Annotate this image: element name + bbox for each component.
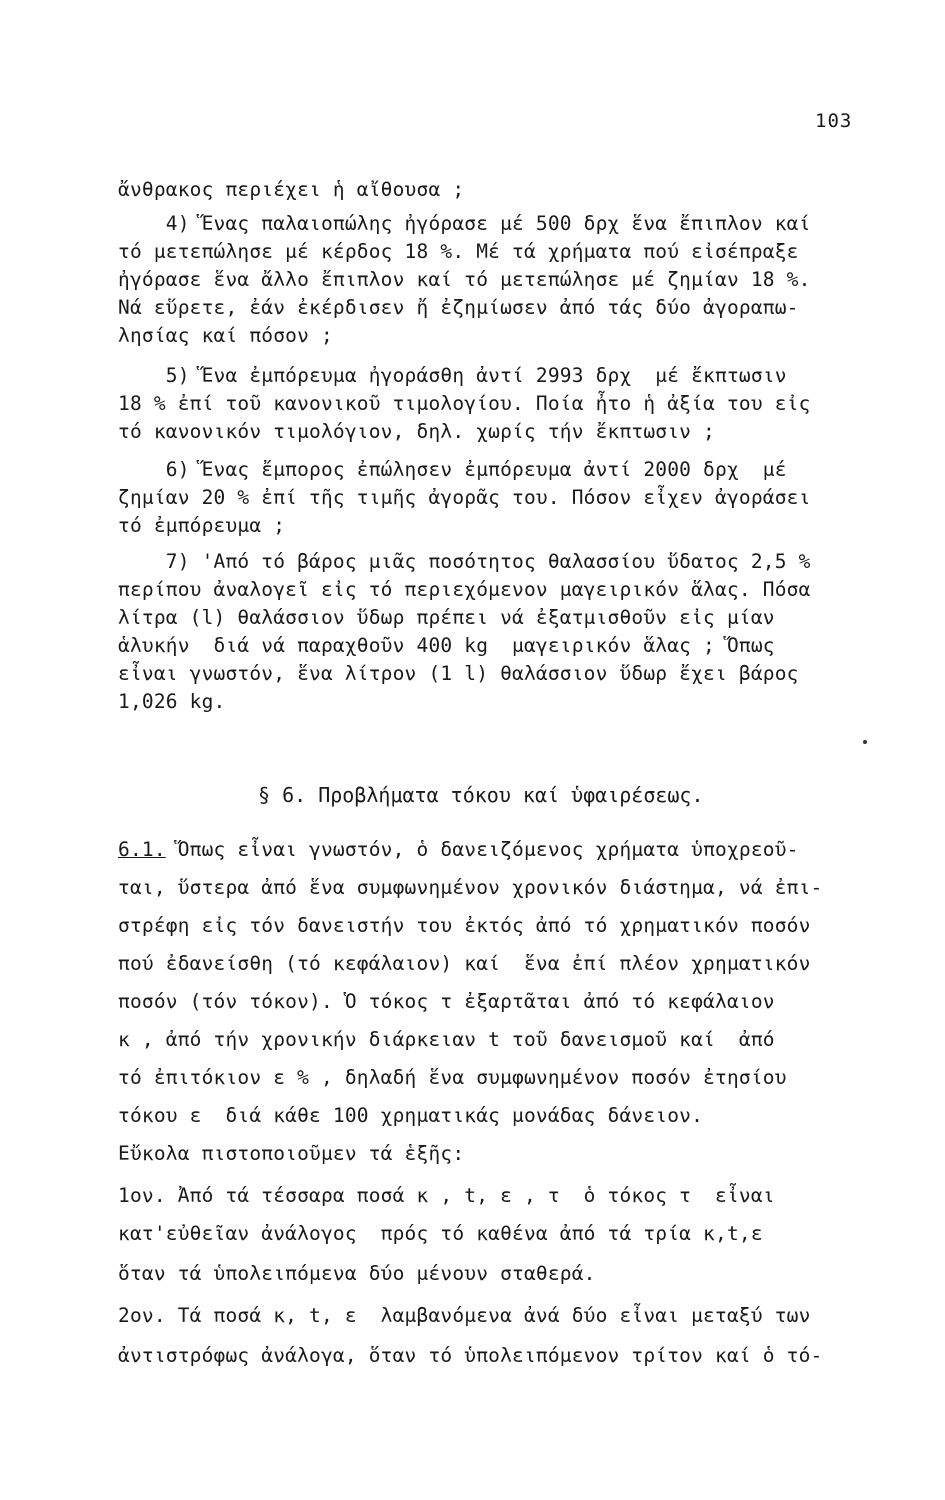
- problem-7-line: λίτρα (l) θαλάσσιον ὕδωρ πρέπει νά ἐξατμισθοῦν εἰς μίαν: [118, 606, 775, 629]
- section-first-line-text: Ὅπως εἶναι γνωστόν, ὁ δανειζόμενος χρήματα ὑποχρεοῦ-: [165, 838, 799, 861]
- section-line: ἀντιστρόφως ἀνάλογα, ὅταν τό ὑπολειπόμενον τρίτον καί ὁ τό-: [118, 1344, 823, 1367]
- problem-4-line: Νά εὕρετε, ἐάν ἐκέρδισεν ἤ ἐζημίωσεν ἀπό τάς δύο ἀγοραπω-: [118, 296, 799, 319]
- intro-line: ἄνθρακος περιέχει ἡ αἴθουσα ;: [118, 178, 465, 201]
- ink-speck: [863, 740, 867, 744]
- problem-4-line: 4) Ἕνας παλαιοπώλης ἠγόρασε μέ 500 δρχ ἕνα ἔπιπλον καί: [118, 212, 811, 235]
- problem-4-line: λησίας καί πόσον ;: [118, 324, 333, 347]
- section-line: κατ'εὐθεῖαν ἀνάλογος πρός τό καθένα ἀπό τά τρία κ,t,ε: [118, 1222, 763, 1245]
- problem-6-line: τό ἐμπόρευμα ;: [118, 514, 286, 537]
- section-line: ποσόν (τόν τόκον). Ὁ τόκος τ ἐξαρτᾶται ἀπό τό κεφάλαιον: [118, 990, 775, 1013]
- section-line: ται, ὕστερα ἀπό ἕνα συμφωνημένον χρονικόν διάστημα, νά ἐπι-: [118, 876, 823, 899]
- section-heading: § 6. Προβλήματα τόκου καί ὑφαιρέσεως.: [258, 783, 704, 807]
- section-line: κ , ἀπό τήν χρονικήν διάρκειαν t τοῦ δανεισμοῦ καί ἀπό: [118, 1028, 775, 1051]
- problem-7-line: 7) 'Από τό βάρος μιᾶς ποσότητος θαλασσίου ὕδατος 2,5 %: [118, 550, 811, 573]
- section-first-line: [118, 838, 799, 861]
- problem-7-line: περίπου ἀναλογεῖ εἰς τό περιεχόμενον μαγειρικόν ἅλας. Πόσα: [118, 578, 811, 601]
- section-line: Εὔκολα πιστοποιοῦμεν τά ἑξῆς:: [118, 1142, 465, 1165]
- problem-6-line: 6) Ἕνας ἔμπορος ἐπώλησεν ἐμπόρευμα ἀντί 2000 δρχ μέ: [118, 458, 787, 481]
- page-number: 103: [815, 110, 853, 132]
- section-label: 6.1.: [118, 838, 166, 861]
- section-line: τόκου ε διά κάθε 100 χρηματικάς μονάδας δάνειον.: [118, 1104, 704, 1127]
- problem-4-line: ἠγόρασε ἕνα ἄλλο ἔπιπλον καί τό μετεπώλησε μέ ζημίαν 18 %.: [118, 268, 811, 291]
- section-line: τό ἐπιτόκιον ε % , δηλαδή ἕνα συμφωνημένον ποσόν ἐτησίου: [118, 1066, 787, 1089]
- problem-5-line: 5) Ἕνα ἐμπόρευμα ἠγοράσθη ἀντί 2993 δρχ μέ ἔκπτωσιν: [118, 364, 787, 387]
- section-line: στρέφη εἰς τόν δανειστήν του ἐκτός ἀπό τό χρηματικόν ποσόν: [118, 914, 811, 937]
- section-line: πού ἐδανείσθη (τό κεφάλαιον) καί ἕνα ἐπί πλέον χρηματικόν: [118, 952, 811, 975]
- section-line: 2ον. Τά ποσά κ, t, ε λαμβανόμενα ἀνά δύο εἶναι μεταξύ των: [118, 1304, 811, 1327]
- problem-7-line: 1,026 kg.: [118, 690, 226, 713]
- problem-6-line: ζημίαν 20 % ἐπί τῆς τιμῆς ἀγορᾶς του. Πόσον εἶχεν ἀγοράσει: [118, 486, 811, 509]
- problem-7-line: εἶναι γνωστόν, ἕνα λίτρον (1 l) θαλάσσιον ὕδωρ ἔχει βάρος: [118, 662, 799, 685]
- problem-4-line: τό μετεπώλησε μέ κέρδος 18 %. Μέ τά χρήματα πού εἰσέπραξε: [118, 240, 799, 263]
- problem-5-line: τό κανονικόν τιμολόγιον, δηλ. χωρίς τήν ἔκπτωσιν ;: [118, 420, 715, 443]
- section-line: 1ον. Ἀπό τά τέσσαρα ποσά κ , t, ε , τ ὁ τόκος τ εἶναι: [118, 1184, 775, 1207]
- problem-7-line: ἁλυκήν διά νά παραχθοῦν 400 kg μαγειρικόν ἅλας ; Ὅπως: [118, 634, 775, 657]
- section-line: ὅταν τά ὑπολειπόμενα δύο μένουν σταθερά.: [118, 1262, 596, 1285]
- problem-5-line: 18 % ἐπί τοῦ κανονικοῦ τιμολογίου. Ποία ἦτο ἡ ἀξία του εἰς: [118, 392, 811, 415]
